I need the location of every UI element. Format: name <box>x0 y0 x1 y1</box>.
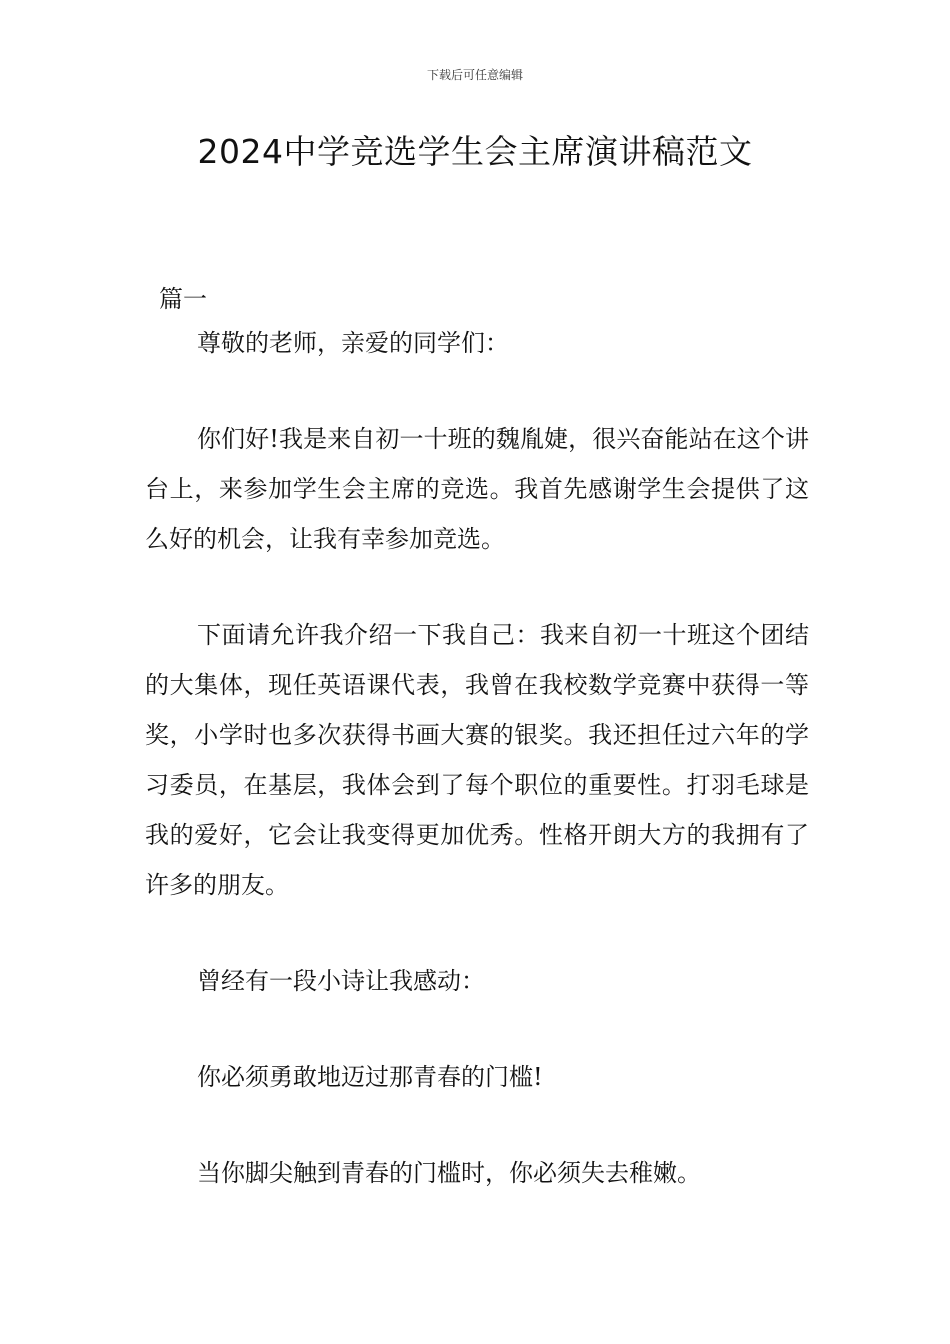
document-title: 2024中学竞选学生会主席演讲稿范文 <box>197 132 753 171</box>
paragraph-poem-line-1: 你必须勇敢地迈过那青春的门槛! <box>197 1063 543 1091</box>
section-label: 篇一 <box>159 285 207 313</box>
paragraph-gap <box>145 564 809 610</box>
paragraph-poem-line-2: 当你脚尖触到青春的门槛时，你必须失去稚嫩。 <box>197 1159 701 1187</box>
paragraph-gap <box>145 1102 809 1148</box>
paragraph-intro: 你们好!我是来自初一十班的魏胤婕，很兴奋能站在这个讲台上，来参加学生会主席的竞选。我首先感谢学生会提供了这么好的机会，让我有幸参加竞选。 <box>145 425 809 553</box>
paragraph-greeting: 尊敬的老师，亲爱的同学们： <box>197 329 509 357</box>
paragraph-gap <box>145 368 809 414</box>
paragraph-self-introduction: 下面请允许我介绍一下我自己：我来自初一十班这个团结的大集体，现任英语课代表，我曾在我校数学竞赛中获得一等奖，小学时也多次获得书画大赛的银奖。我还担任过六年的学习委员，在基层，我体会到了每个职位的重要性。打羽毛球是我的爱好，它会让我变得更加优秀。性格开朗大方的我拥有了许多的朋友。 <box>145 621 809 899</box>
paragraph-poem-intro: 曾经有一段小诗让我感动： <box>197 967 485 995</box>
paragraph-gap <box>145 1006 809 1052</box>
header-note: 下载后可任意编辑 <box>426 68 523 82</box>
paragraph-gap <box>145 910 809 956</box>
document-body <box>145 280 809 1198</box>
